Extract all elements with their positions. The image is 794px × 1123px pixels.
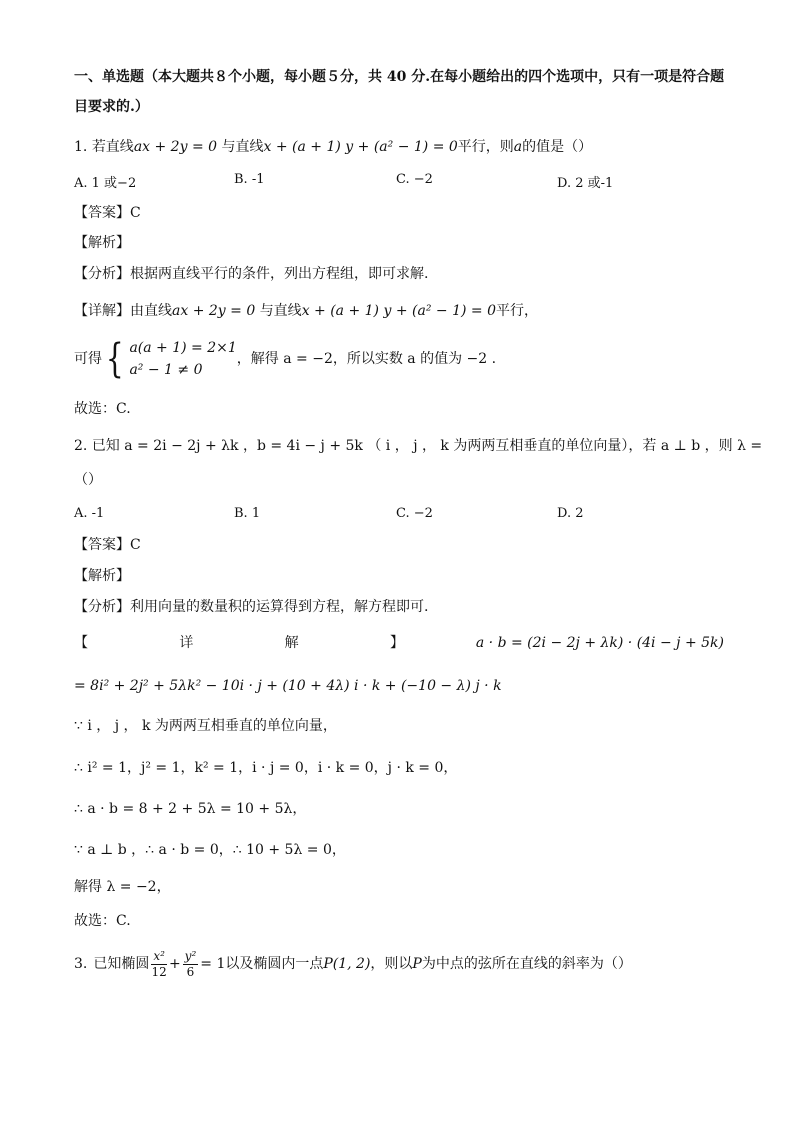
- q1-analysis-label: 【解析】: [74, 235, 130, 251]
- q1-text-b: 与直线: [221, 139, 264, 155]
- q1-sys-row2: a² − 1 ≠ 0: [129, 362, 203, 378]
- q1-system: [74, 337, 724, 381]
- q1-sys-prefix: 可得: [74, 351, 102, 367]
- q2-detail-char-2: 详: [179, 635, 194, 651]
- q3-text-a: 已知椭圆: [93, 956, 150, 972]
- q2-step4: ∴ a · b = 8 + 2 + 5λ = 10 + 5λ，: [74, 801, 307, 817]
- q2-detail-char-1: 【: [74, 635, 88, 651]
- q2-number: 2.: [74, 438, 88, 454]
- q1-detail-eq2: x + (a + 1) y + (a² − 1) = 0: [301, 303, 496, 319]
- q1-fenxi: 【分析】根据两直线平行的条件，列出方程组，即可求解.: [74, 266, 429, 282]
- q2-step2: ∵ i ， j ， k 为两两互相垂直的单位向量，: [74, 718, 337, 734]
- q1-answer: 【答案】C: [74, 205, 141, 221]
- section-header-line2: 目要求的.）: [74, 99, 149, 115]
- q1-text-a: 若直线: [91, 139, 134, 155]
- q2-step1: = 8i² + 2j² + 5λk² − 10i · j + (10 + 4λ) i · k + (−10 − λ) j · k: [74, 678, 502, 694]
- q3-frac2-den: 6: [186, 964, 195, 979]
- q1-detail-prefix: 【详解】由直线: [74, 303, 172, 319]
- q2-detail-char-3: 解: [284, 635, 299, 651]
- q2-step6: 解得 λ = −2，: [74, 879, 171, 895]
- q2-detail-row: [74, 633, 724, 653]
- q2-answer: 【答案】C: [74, 537, 141, 553]
- fraction-y: [183, 949, 199, 980]
- q3-frac2-num: y²: [184, 948, 197, 963]
- q1-option-b: B. -1: [234, 172, 265, 187]
- q1-detail: [74, 301, 724, 321]
- q1-detail-suffix: 平行，: [495, 303, 538, 319]
- q3-eq-rest: = 1: [200, 956, 226, 972]
- q2-option-b: B. 1: [234, 506, 261, 521]
- q1-option-d: D. 2 或-1: [557, 176, 614, 191]
- q1-eq1: ax + 2y = 0: [133, 139, 218, 155]
- q3-text-d: 为中点的弦所在直线的斜率为（）: [421, 956, 632, 972]
- q3-point: P(1, 2): [323, 956, 371, 972]
- fraction-x: [151, 949, 167, 980]
- q3-text-b: 以及椭圆内一点: [225, 956, 324, 972]
- q2-step5: ∵ a ⊥ b ，∴ a · b = 0，∴ 10 + 5λ = 0，: [74, 842, 346, 858]
- q1-option-c: C. −2: [396, 172, 433, 187]
- q3-number: 3.: [74, 956, 88, 972]
- q3-stem: 3. 已知椭圆 $\frac{\text{x²}}{12}$ + $\frac{\text{y²}}{6}$ = 1 以及椭圆内一点 P(1, 2) ，则以 P 为中点的弦所在直线的斜率为（）: [74, 944, 724, 984]
- q1-option-a: A. 1 或−2: [74, 176, 137, 191]
- q2-option-c: C. −2: [396, 506, 433, 521]
- q2-step3: ∴ i² = 1，j² = 1，k² = 1，i · j = 0，i · k = 0，j · k = 0，: [74, 760, 458, 776]
- left-brace-icon: {: [105, 336, 124, 382]
- equation-system: [102, 337, 237, 381]
- q1-stem: [74, 137, 724, 157]
- q1-sys-suffix: ，解得 a = −2，所以实数 a 的值为 −2 .: [236, 351, 497, 367]
- q3-text-c: ，则以: [370, 956, 413, 972]
- q2-option-a: A. -1: [74, 506, 105, 521]
- q1-number: 1.: [74, 139, 88, 155]
- q1-var: a: [513, 139, 523, 155]
- q2-detail-char-4: 】: [389, 635, 404, 651]
- q1-conclusion: 故选：C.: [74, 401, 131, 417]
- q1-text-c: 平行，则: [457, 139, 514, 155]
- q1-text-d: 的值是（）: [522, 139, 593, 155]
- q3-frac1-num: x²: [153, 948, 165, 963]
- q1-sys-row1: a(a + 1) = 2×1: [129, 340, 237, 356]
- q2-stem-line2: （）: [74, 472, 102, 488]
- q2-option-d: D. 2: [557, 506, 584, 521]
- q1-detail-mid: 与直线: [259, 303, 302, 319]
- q2-stem-text: 已知 a = 2i − 2j + λk ，b = 4i − j + 5k （ i ， j ， k 为两两互相垂直的单位向量），若 a ⊥ b ，则 λ =: [91, 438, 763, 454]
- q2-conclusion: 故选：C.: [74, 913, 131, 929]
- q2-detail-label: [74, 633, 404, 653]
- q1-detail-eq1: ax + 2y = 0: [172, 303, 256, 319]
- q2-fenxi: 【分析】利用向量的数量积的运算得到方程，解方程即可.: [74, 599, 429, 615]
- q2-analysis-label: 【解析】: [74, 568, 130, 584]
- section-header-line1: 一、单选题（本大题共８个小题，每小题５分，共 40 分.在每小题给出的四个选项中，只有一项是符合题: [74, 69, 725, 85]
- q2-stem: [74, 436, 763, 456]
- q2-detail-expr: a · b = (2i − 2j + λk) · (4i − j + 5k): [475, 635, 724, 651]
- q3-frac1-den: 12: [151, 964, 167, 979]
- q1-eq2: x + (a + 1) y + (a² − 1) = 0: [263, 139, 458, 155]
- q3-var: P: [412, 956, 422, 972]
